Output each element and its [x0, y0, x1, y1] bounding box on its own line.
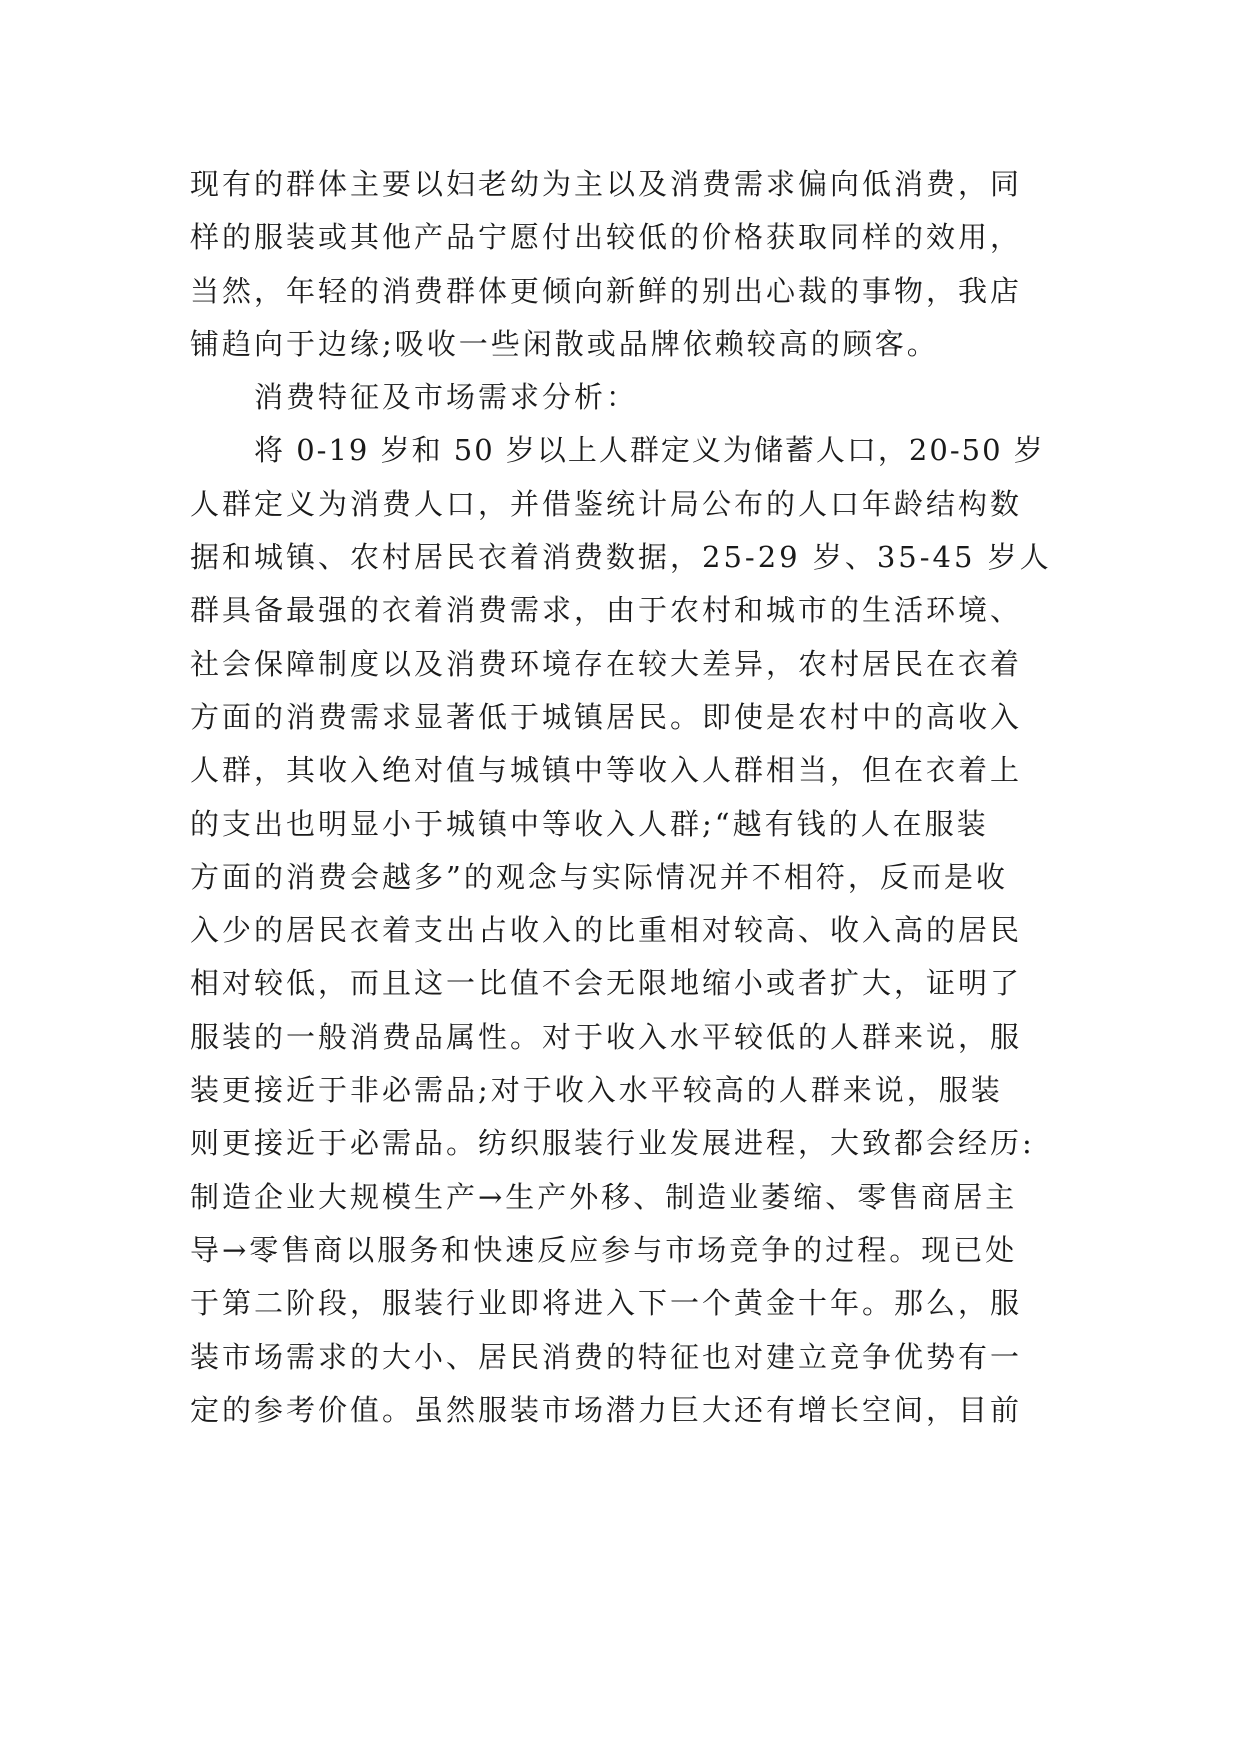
- text-line: 服装的一般消费品属性。对于收入水平较低的人群来说，服: [190, 1019, 1023, 1054]
- text-line: 铺趋向于边缘;吸收一些闲散或品牌依赖较高的顾客。: [190, 326, 939, 361]
- text-line: 现有的群体主要以妇老幼为主以及消费需求偏向低消费，同: [190, 167, 1023, 201]
- text-line: 则更接近于必需品。纺织服装行业发展进程，大致都会经历:: [190, 1126, 1035, 1161]
- text-line: 方面的消费会越多”的观念与实际情况并不相符，反而是收: [190, 859, 1008, 894]
- section-heading: 消费特征及市场需求分析：: [254, 380, 639, 415]
- text-line: 社会保障制度以及消费环境存在较大差异，农村居民在衣着: [190, 646, 1023, 681]
- text-line: 定的参考价值。虽然服装市场潜力巨大还有增长空间，目前: [190, 1392, 1023, 1427]
- text-line: 装市场需求的大小、居民消费的特征也对建立竞争优势有一: [190, 1339, 1023, 1374]
- text-line: 导→零售商以服务和快速反应参与市场竞争的过程。现已处: [190, 1232, 1018, 1267]
- text-line: 人群，其收入绝对值与城镇中等收入人群相当，但在衣着上: [190, 753, 1023, 788]
- text-line: 群具备最强的衣着消费需求，由于农村和城市的生活环境、: [190, 593, 1023, 628]
- text-line: 据和城镇、农村居民衣着消费数据，25-29 岁、35-45 岁人: [190, 540, 1052, 575]
- text-line: 于第二阶段，服装行业即将进入下一个黄金十年。那么，服: [190, 1286, 1023, 1321]
- text-line: 制造企业大规模生产→生产外移、制造业萎缩、零售商居主: [190, 1179, 1018, 1214]
- text-line: 样的服装或其他产品宁愿付出较低的价格获取同样的效用，: [190, 220, 1023, 255]
- text-line: 方面的消费需求显著低于城镇居民。即使是农村中的高收入: [190, 699, 1023, 734]
- text-line: 相对较低，而且这一比值不会无限地缩小或者扩大，证明了: [190, 966, 1023, 1001]
- text-line: 装更接近于非必需品;对于收入水平较高的人群来说，服装: [190, 1073, 1003, 1108]
- text-line: 的支出也明显小于城镇中等收入人群;“越有钱的人在服装: [190, 806, 989, 841]
- body-text: [190, 158, 1060, 1437]
- paragraph-first-line: 将 0-19 岁和 50 岁以上人群定义为储蓄人口，20-50 岁: [254, 433, 1045, 468]
- text-line: 人群定义为消费人口，并借鉴统计局公布的人口年龄结构数: [190, 486, 1023, 521]
- text-line: 入少的居民衣着支出占收入的比重相对较高、收入高的居民: [190, 913, 1023, 948]
- text-line: 当然，年轻的消费群体更倾向新鲜的别出心裁的事物，我店: [190, 273, 1023, 308]
